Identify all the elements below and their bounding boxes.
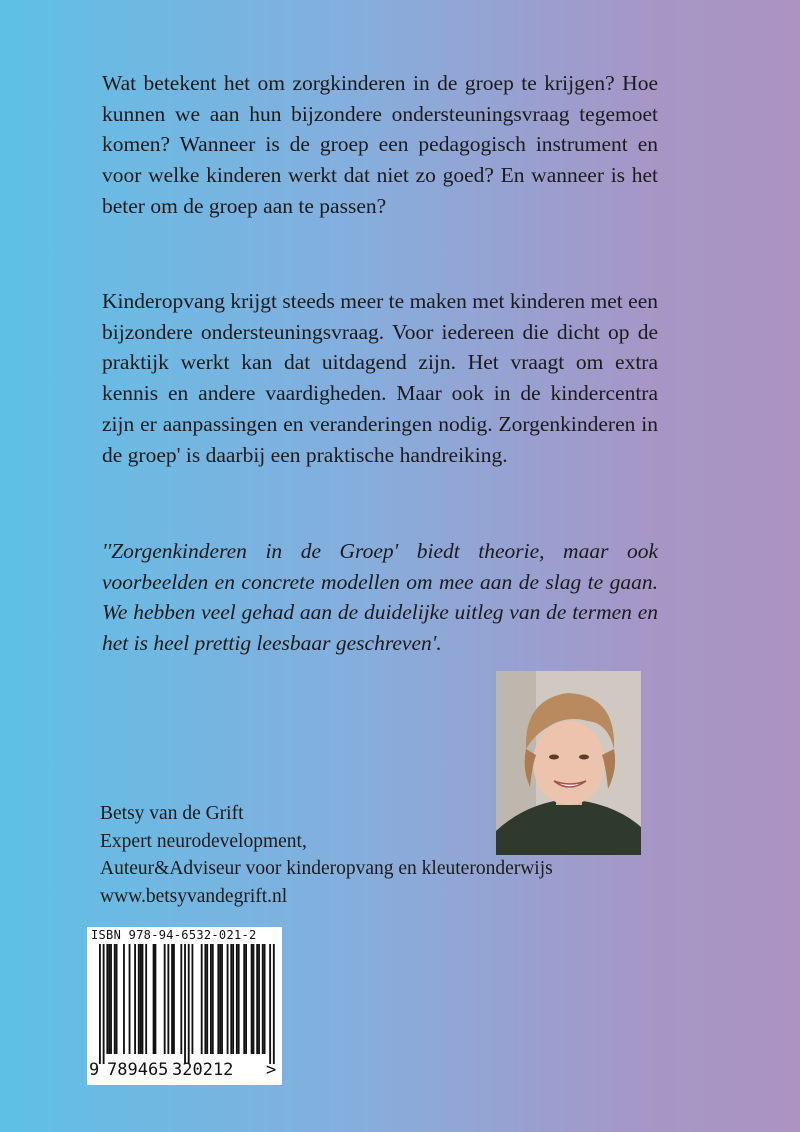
barcode-bar [227, 944, 229, 1054]
barcode-bar [212, 944, 214, 1054]
barcode-bar [103, 944, 105, 1064]
barcode-bar [256, 944, 258, 1054]
barcode-bar [188, 944, 190, 1064]
isbn-label: ISBN 978-94-6532-021-2 [91, 928, 257, 942]
barcode-bar [142, 944, 144, 1054]
description-paragraph-1: Wat betekent het om zorgkinderen in de groep te krijgen? Hoe kunnen we aan hun bijzondere ondersteuningsvraag tegemoet komen? Wanneer is de groep een pedagogisch instrument en voor welke kinderen werkt dat niet zo goed? En wanneer is het beter om de groep aan te passen? [102, 71, 658, 218]
barcode-bar [264, 944, 266, 1054]
barcode-bar [123, 944, 125, 1054]
barcode-bar [180, 944, 182, 1054]
barcode-bar [253, 944, 255, 1054]
barcode-bar [210, 944, 212, 1054]
barcode-marker: > [266, 1060, 277, 1080]
isbn-barcode [87, 927, 282, 1085]
barcode-bar [184, 944, 186, 1064]
barcode-bar [201, 944, 203, 1054]
author-name: Betsy van de Grift [100, 803, 244, 824]
barcode-bar [108, 944, 110, 1054]
barcode-bar [173, 944, 175, 1054]
barcode-bar [153, 944, 155, 1054]
barcode-bar [251, 944, 253, 1054]
author-role-1: Expert neurodevelopment, [100, 830, 307, 852]
barcode-bar [245, 944, 247, 1054]
barcode-bar [140, 944, 142, 1054]
barcode-bar [243, 944, 245, 1054]
barcode-bar [114, 944, 116, 1054]
barcode-right-group: 320212 [172, 1060, 234, 1080]
barcode-bar [236, 944, 238, 1054]
barcode-bar [116, 944, 118, 1054]
barcode-bar [217, 944, 219, 1054]
author-role-2: Auteur&Adviseur voor kinderopvang en kleuteronderwijs [100, 858, 553, 879]
barcode-bar [262, 944, 264, 1054]
barcode-bar [138, 944, 140, 1054]
barcode-bar [145, 944, 147, 1054]
barcode-bar [134, 944, 136, 1054]
barcode-bar [129, 944, 131, 1054]
barcode-bar [219, 944, 221, 1054]
author-info [100, 800, 553, 910]
barcode-bars [87, 944, 282, 1069]
barcode-bar [99, 944, 101, 1064]
barcode-bar [230, 944, 232, 1054]
barcode-bar [155, 944, 157, 1054]
barcode-bar [269, 944, 271, 1064]
barcode-bar [206, 944, 208, 1054]
review-quote: ''Zorgenkinderen in de Groep' biedt theorie, maar ook voorbeelden en concrete modellen om mee aan de slag te gaan. We hebben veel gehad aan de duidelijke uitleg van de termen en het is heel prettig leesbaar geschreven'. [102, 539, 658, 656]
barcode-bar [192, 944, 194, 1054]
barcode-bar [164, 944, 166, 1054]
barcode-bar [171, 944, 173, 1054]
barcode-bar [238, 944, 240, 1054]
barcode-left-group: 789465 [107, 1060, 169, 1080]
description-paragraph-2: Kinderopvang krijgt steeds meer te maken met kinderen met een bijzondere ondersteuningsvraag. Voor iedereen die dicht op de praktijk werkt kan dat uitdagend zijn. Het vraagt om extra kennis en andere vaardigheden. Maar ook in de kindercentra zijn er aanpassingen en veranderingen nodig. Zorgenkinderen in de groep' is daarbij een praktische handreiking. [102, 289, 658, 467]
barcode-first-digit: 9 [89, 1060, 100, 1080]
barcode-bar [106, 944, 108, 1054]
barcode-bar [258, 944, 260, 1054]
barcode-bar [232, 944, 234, 1054]
barcode-bar [204, 944, 206, 1054]
barcode-bar [273, 944, 275, 1064]
author-website[interactable]: www.betsyvandegrift.nl [100, 885, 288, 907]
barcode-bar [110, 944, 112, 1054]
barcode-bar [167, 944, 169, 1054]
barcode-bar [221, 944, 223, 1054]
